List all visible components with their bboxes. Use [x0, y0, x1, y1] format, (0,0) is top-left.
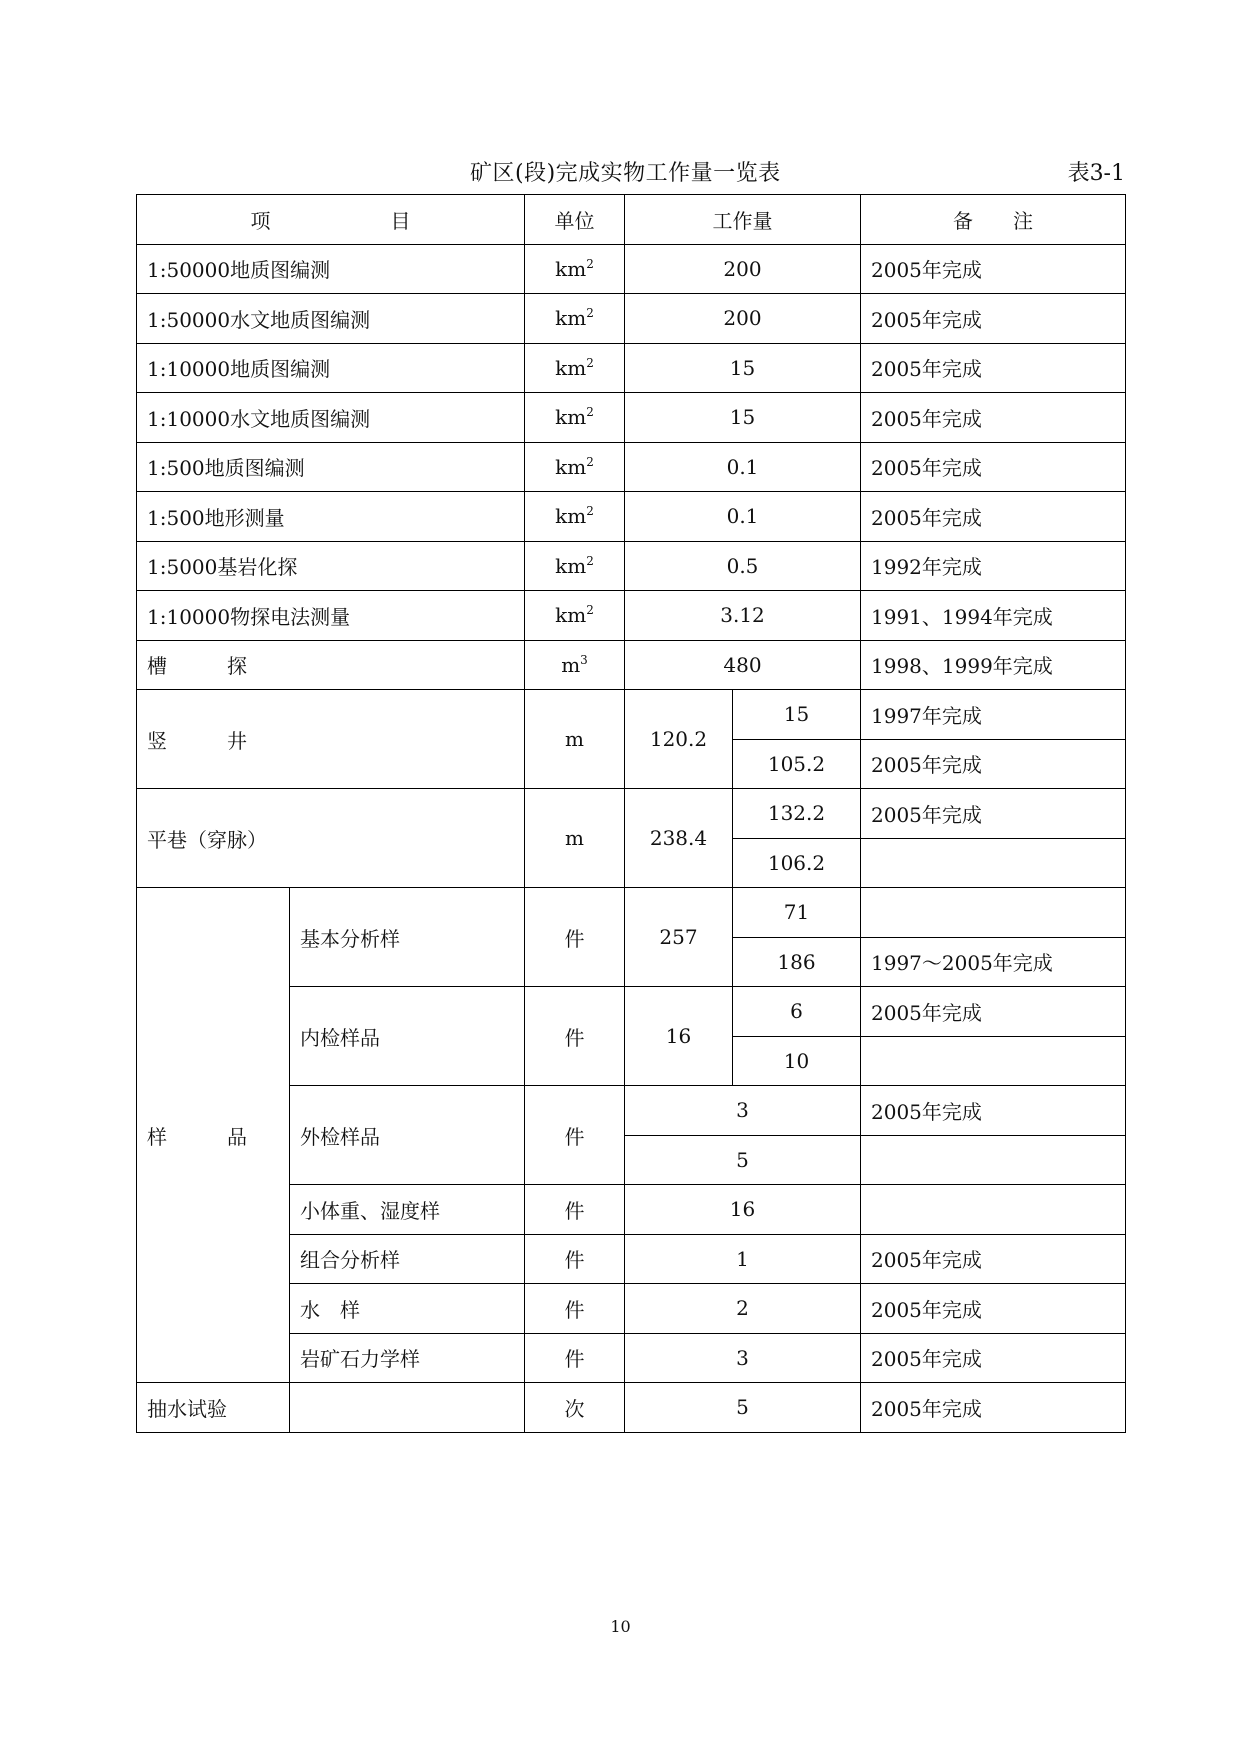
workload-cell: 1 [625, 1234, 861, 1284]
workload-cell: 200 [625, 244, 861, 294]
workload-cell: 480 [625, 640, 861, 690]
workload-cell: 3 [625, 1333, 861, 1383]
table-row [137, 888, 1126, 938]
table-number: 表3-1 [1067, 161, 1125, 186]
workload-total-cell: 16 [625, 987, 733, 1086]
unit-cell: $km^2$ [525, 591, 625, 641]
workload-table [136, 194, 1126, 1433]
item-cell: 1:10000物探电法测量 [137, 591, 525, 641]
unit-cell: 件 [525, 1086, 625, 1185]
remark-cell [861, 1135, 1126, 1185]
unit-cell: $m^3$ [525, 640, 625, 690]
workload-cell: 15 [625, 343, 861, 393]
unit-cell: $km^2$ [525, 492, 625, 542]
unit-cell: 件 [525, 1284, 625, 1334]
table-row [137, 393, 1126, 443]
table-row [137, 591, 1126, 641]
unit-cell: $km^2$ [525, 393, 625, 443]
header-remark: 备 注 [861, 195, 1126, 245]
workload-cell: 0.5 [625, 541, 861, 591]
header-item: 项 目 [137, 195, 525, 245]
unit-cell: $km^2$ [525, 541, 625, 591]
table-row [137, 789, 1126, 839]
item-cell: 1:10000水文地质图编测 [137, 393, 525, 443]
item-cell: 1:500地质图编测 [137, 442, 525, 492]
remark-cell [861, 1185, 1126, 1235]
unit-cell: 次 [525, 1383, 625, 1433]
item-cell: 1:50000水文地质图编测 [137, 294, 525, 344]
item-cell: 水 样 [290, 1284, 525, 1334]
unit-cell: m [525, 789, 625, 888]
workload-total-cell: 120.2 [625, 690, 733, 789]
empty-cell [290, 1383, 525, 1433]
unit-cell: 件 [525, 1185, 625, 1235]
item-cell: 槽 探 [137, 640, 525, 690]
remark-cell: 1997～2005年完成 [861, 937, 1126, 987]
header-workload: 工作量 [625, 195, 861, 245]
item-cell: 1:5000基岩化探 [137, 541, 525, 591]
item-cell: 外检样品 [290, 1086, 525, 1185]
workload-cell: 3 [625, 1086, 861, 1136]
unit-cell: 件 [525, 888, 625, 987]
unit-cell: $km^2$ [525, 294, 625, 344]
header-row [137, 195, 1126, 245]
remark-cell: 2005年完成 [861, 1383, 1126, 1433]
document-title: 矿区(段)完成实物工作量一览表 [470, 161, 781, 186]
remark-cell: 2005年完成 [861, 987, 1126, 1037]
table-row [137, 690, 1126, 740]
remark-cell: 2005年完成 [861, 789, 1126, 839]
item-cell: 平巷（穿脉） [137, 789, 525, 888]
remark-cell: 2005年完成 [861, 1333, 1126, 1383]
workload-part-cell: 6 [733, 987, 861, 1037]
item-cell: 1:10000地质图编测 [137, 343, 525, 393]
item-cell: 岩矿石力学样 [290, 1333, 525, 1383]
workload-part-cell: 186 [733, 937, 861, 987]
item-cell: 基本分析样 [290, 888, 525, 987]
workload-cell: 200 [625, 294, 861, 344]
remark-cell: 2005年完成 [861, 244, 1126, 294]
unit-cell: 件 [525, 1333, 625, 1383]
header-unit: 单位 [525, 195, 625, 245]
remark-cell: 2005年完成 [861, 393, 1126, 443]
workload-cell: 15 [625, 393, 861, 443]
remark-cell: 2005年完成 [861, 492, 1126, 542]
unit-cell: 件 [525, 987, 625, 1086]
table-row [137, 492, 1126, 542]
table-row [137, 294, 1126, 344]
item-cell: 1:500地形测量 [137, 492, 525, 542]
item-cell: 组合分析样 [290, 1234, 525, 1284]
workload-total-cell: 238.4 [625, 789, 733, 888]
remark-cell: 1998、1999年完成 [861, 640, 1126, 690]
workload-part-cell: 106.2 [733, 838, 861, 888]
remark-cell: 1991、1994年完成 [861, 591, 1126, 641]
remark-cell [861, 838, 1126, 888]
remark-cell: 2005年完成 [861, 1086, 1126, 1136]
item-cell: 内检样品 [290, 987, 525, 1086]
workload-cell: 16 [625, 1185, 861, 1235]
title-row [136, 156, 1125, 190]
item-cell: 1:50000地质图编测 [137, 244, 525, 294]
remark-cell: 2005年完成 [861, 1284, 1126, 1334]
workload-part-cell: 15 [733, 690, 861, 740]
unit-cell: $km^2$ [525, 343, 625, 393]
remark-cell: 1997年完成 [861, 690, 1126, 740]
unit-cell: 件 [525, 1234, 625, 1284]
remark-cell: 2005年完成 [861, 442, 1126, 492]
unit-cell: $km^2$ [525, 244, 625, 294]
workload-part-cell: 105.2 [733, 739, 861, 789]
remark-cell: 2005年完成 [861, 739, 1126, 789]
table-row [137, 640, 1126, 690]
workload-part-cell: 10 [733, 1036, 861, 1086]
workload-total-cell: 257 [625, 888, 733, 987]
remark-cell: 2005年完成 [861, 1234, 1126, 1284]
table-row [137, 442, 1126, 492]
table-row [137, 343, 1126, 393]
workload-cell: 0.1 [625, 442, 861, 492]
remark-cell [861, 1036, 1126, 1086]
unit-cell: m [525, 690, 625, 789]
remark-cell: 2005年完成 [861, 343, 1126, 393]
workload-cell: 5 [625, 1383, 861, 1433]
item-cell: 竖 井 [137, 690, 525, 789]
page-number: 10 [610, 1617, 631, 1636]
item-cell: 小体重、湿度样 [290, 1185, 525, 1235]
table-row [137, 541, 1126, 591]
workload-part-cell: 132.2 [733, 789, 861, 839]
workload-cell: 5 [625, 1135, 861, 1185]
workload-cell: 3.12 [625, 591, 861, 641]
remark-cell: 1992年完成 [861, 541, 1126, 591]
workload-part-cell: 71 [733, 888, 861, 938]
item-cell: 抽水试验 [137, 1383, 290, 1433]
remark-cell [861, 888, 1126, 938]
group-cell: 样 品 [137, 888, 290, 1383]
workload-cell: 0.1 [625, 492, 861, 542]
remark-cell: 2005年完成 [861, 294, 1126, 344]
table-row [137, 244, 1126, 294]
unit-cell: $km^2$ [525, 442, 625, 492]
workload-cell: 2 [625, 1284, 861, 1334]
table-row [137, 1383, 1126, 1433]
